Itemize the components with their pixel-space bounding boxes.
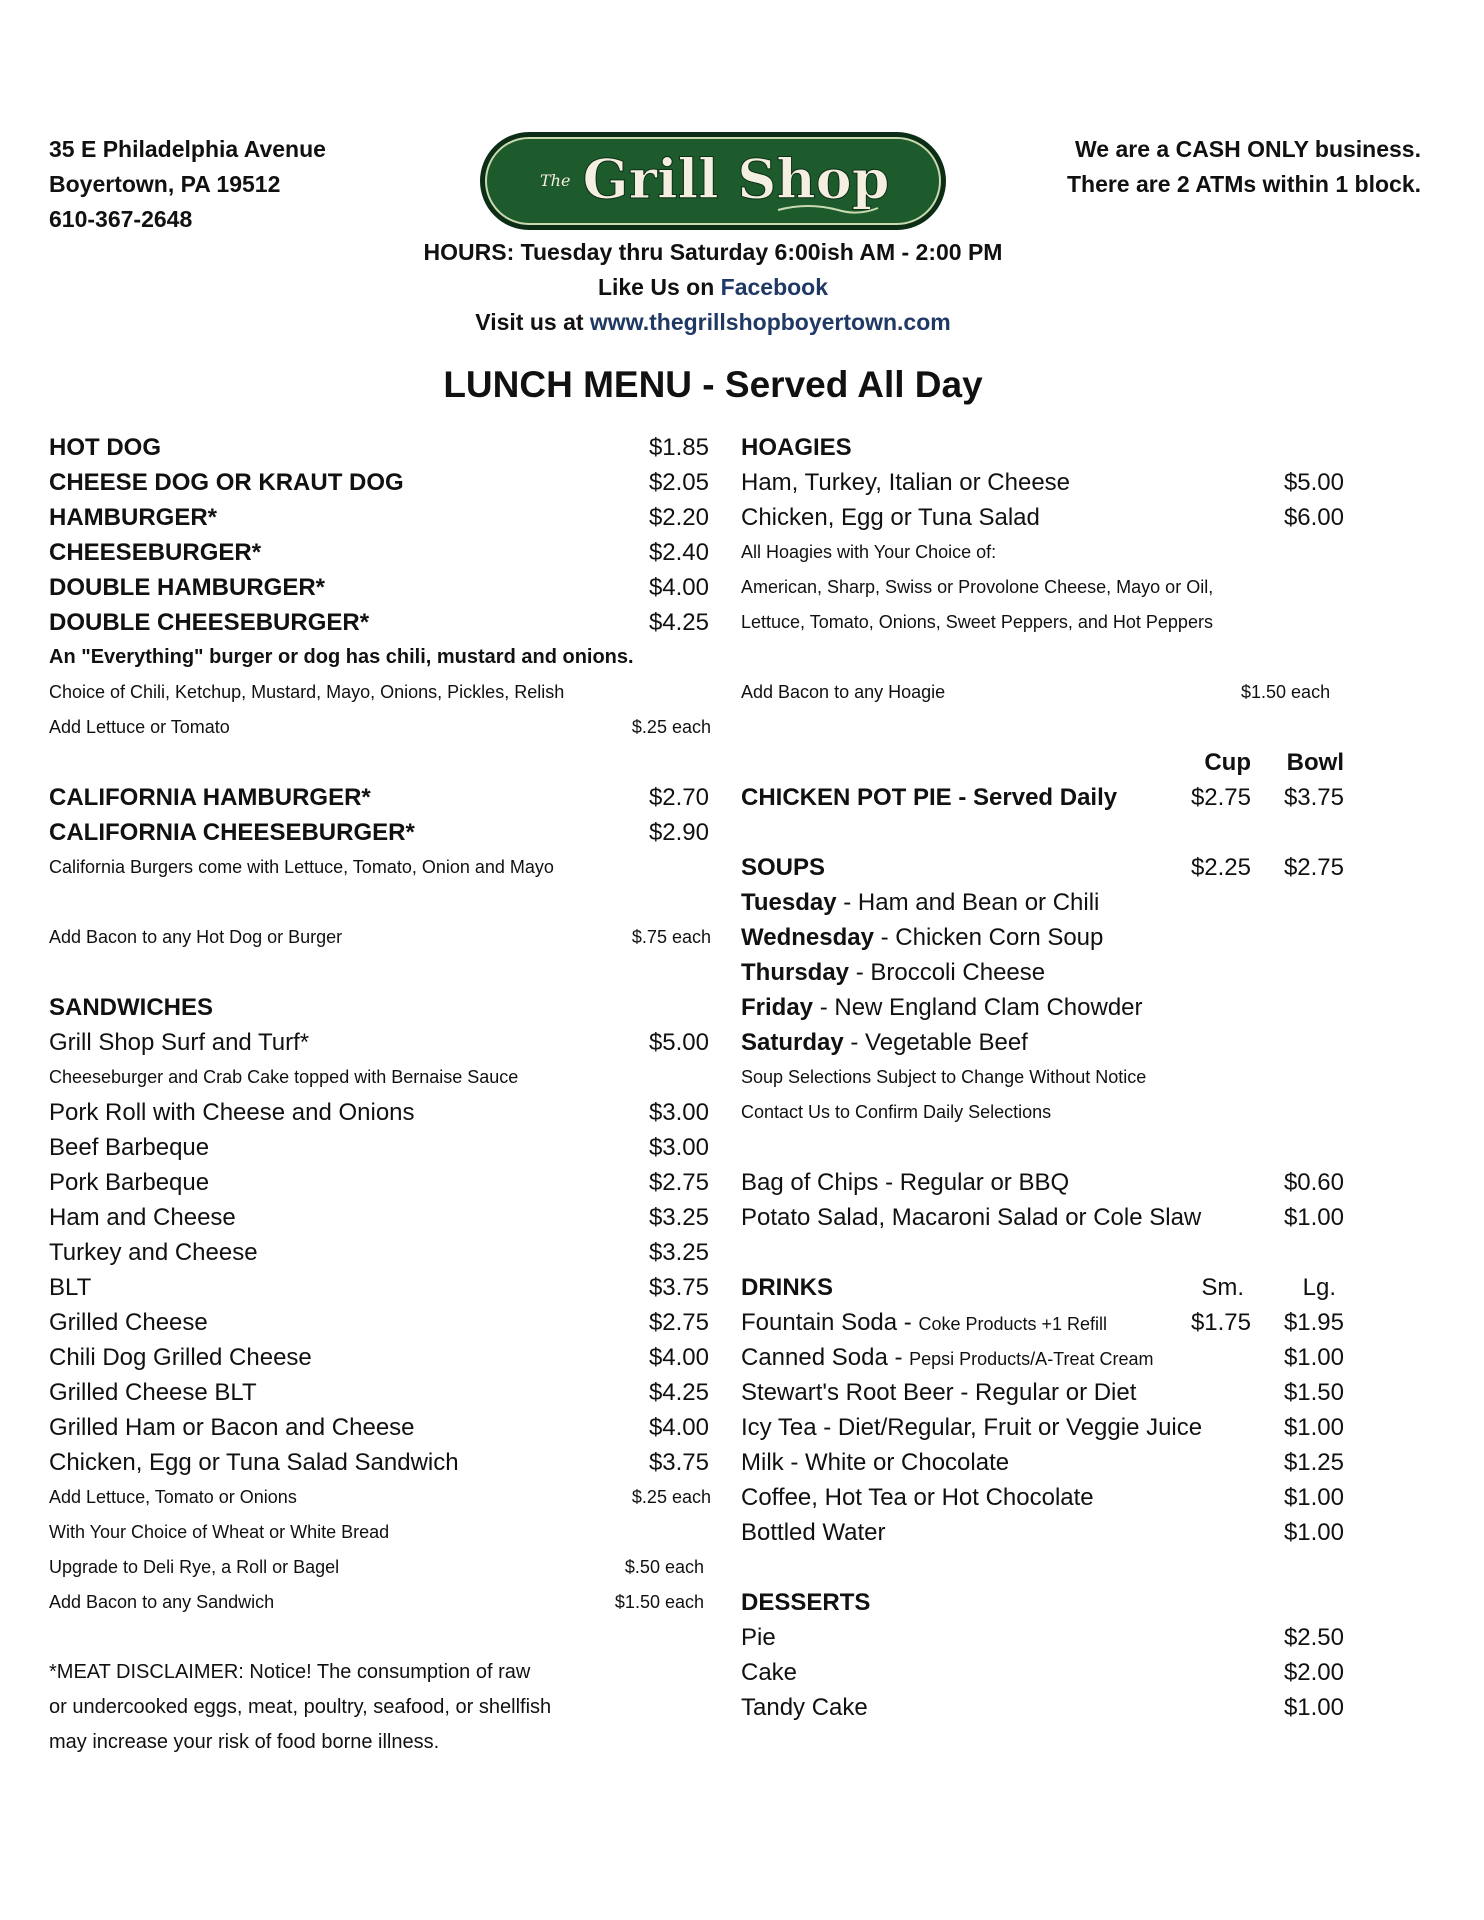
logo-small-text: The <box>540 171 571 190</box>
menu-item: Grilled Cheese BLT <box>49 1379 257 1406</box>
addon-item: With Your Choice of Wheat or White Bread <box>49 1522 390 1542</box>
cup-price: $2.25 <box>1190 854 1251 881</box>
menu-price: $3.75 <box>648 1274 709 1301</box>
menu-price: $3.25 <box>648 1239 709 1266</box>
menu-price: $1.00 <box>1283 1694 1344 1721</box>
menu-item: Grilled Ham or Bacon and Cheese <box>49 1414 415 1441</box>
addon-price: $1.50 each <box>1241 682 1331 702</box>
website-link[interactable]: www.thegrillshopboyertown.com <box>589 309 951 335</box>
menu-price: $2.90 <box>648 819 709 846</box>
menu-item: DOUBLE HAMBURGER* <box>49 574 325 601</box>
dessert-item: Tandy Cake <box>741 1694 868 1721</box>
menu-item: Chili Dog Grilled Cheese <box>49 1344 312 1371</box>
soup-day: Wednesday - Chicken Corn Soup <box>741 924 1104 951</box>
bowl-label: Bowl <box>1286 749 1344 776</box>
menu-price: $2.20 <box>648 504 709 531</box>
menu-price: $6.00 <box>1283 504 1344 531</box>
facebook-line <box>0 270 1426 305</box>
large-label: Lg. <box>1302 1274 1336 1301</box>
soup-day: Tuesday - Ham and Bean or Chili <box>741 889 1100 916</box>
menu-item: CALIFORNIA CHEESEBURGER* <box>49 819 415 846</box>
california-note: California Burgers come with Lettuce, Tomato, Onion and Mayo <box>49 857 554 877</box>
menu-price: $1.00 <box>1283 1204 1344 1231</box>
disclaimer-line: may increase your risk of food borne illness. <box>49 1731 440 1753</box>
menu-price: $2.50 <box>1283 1624 1344 1651</box>
menu-item: Chicken, Egg or Tuna Salad Sandwich <box>49 1449 459 1476</box>
addon-item: Add Bacon to any Hot Dog or Burger <box>49 927 343 947</box>
menu-price: $2.70 <box>648 784 709 811</box>
menu-item: Turkey and Cheese <box>49 1239 258 1266</box>
bowl-price: $2.75 <box>1283 854 1344 881</box>
disclaimer-line: *MEAT DISCLAIMER: Notice! The consumption of raw <box>49 1661 531 1683</box>
soup-day: Saturday - Vegetable Beef <box>741 1029 1028 1056</box>
dessert-item: Pie <box>741 1624 776 1651</box>
menu-price: $4.25 <box>648 1379 709 1406</box>
addon-price: $.25 each <box>631 1487 711 1507</box>
large-price: $1.25 <box>1283 1449 1344 1476</box>
drink-item: Fountain Soda - Coke Products +1 Refill <box>741 1309 1108 1336</box>
menu-price: $4.00 <box>648 1344 709 1371</box>
section-title-hoagies: HOAGIES <box>741 434 852 461</box>
drink-item: Stewart's Root Beer - Regular or Diet <box>741 1379 1137 1406</box>
menu-item: Potato Salad, Macaroni Salad or Cole Slaw <box>741 1204 1202 1231</box>
visit-prefix: Visit us at <box>475 309 590 335</box>
drink-item: Milk - White or Chocolate <box>741 1449 1010 1476</box>
cash-only-text: We are a CASH ONLY business. <box>1075 136 1421 162</box>
soup-note: Soup Selections Subject to Change Without Notice <box>741 1067 1147 1087</box>
menu-price: $3.25 <box>648 1204 709 1231</box>
small-price: $1.75 <box>1190 1309 1251 1336</box>
menu-item: Grilled Cheese <box>49 1309 208 1336</box>
menu-price: $2.75 <box>648 1309 709 1336</box>
bowl-price: $3.75 <box>1283 784 1344 811</box>
large-price: $1.00 <box>1283 1484 1344 1511</box>
menu-price: $1.85 <box>648 434 709 461</box>
disclaimer-line: or undercooked eggs, meat, poultry, seafood, or shellfish <box>49 1696 552 1718</box>
menu-item: Bag of Chips - Regular or BBQ <box>741 1169 1070 1196</box>
soup-day: Friday - New England Clam Chowder <box>741 994 1143 1021</box>
large-price: $1.50 <box>1283 1379 1344 1406</box>
dessert-item: Cake <box>741 1659 798 1686</box>
menu-item: DOUBLE CHEESEBURGER* <box>49 609 370 636</box>
cup-price: $2.75 <box>1190 784 1251 811</box>
soup-note: Contact Us to Confirm Daily Selections <box>741 1102 1052 1122</box>
menu-price: $4.00 <box>648 1414 709 1441</box>
menu-item: Chicken, Egg or Tuna Salad <box>741 504 1040 531</box>
menu-price: $2.00 <box>1283 1659 1344 1686</box>
menu-price: $4.25 <box>648 609 709 636</box>
menu-item: CALIFORNIA HAMBURGER* <box>49 784 371 811</box>
menu-item: CHICKEN POT PIE - Served Daily <box>741 784 1118 811</box>
small-label: Sm. <box>1201 1274 1244 1301</box>
menu-item: Beef Barbeque <box>49 1134 210 1161</box>
menu-title: LUNCH MENU - Served All Day <box>443 364 983 405</box>
menu-item: CHEESEBURGER* <box>49 539 262 566</box>
hoagie-note: All Hoagies with Your Choice of: <box>741 542 997 562</box>
drink-item: Icy Tea - Diet/Regular, Fruit or Veggie Juice <box>741 1414 1203 1441</box>
like-prefix: Like Us on <box>597 274 721 300</box>
menu-item: BLT <box>49 1274 92 1301</box>
cup-label: Cup <box>1204 749 1251 776</box>
drink-item: Bottled Water <box>741 1519 886 1546</box>
section-title-drinks: DRINKS <box>741 1274 834 1301</box>
drink-item: Coffee, Hot Tea or Hot Chocolate <box>741 1484 1094 1511</box>
section-title-desserts: DESSERTS <box>741 1589 871 1616</box>
addon-price: $1.50 each <box>614 1592 704 1612</box>
addon-item: Add Lettuce or Tomato <box>49 717 230 737</box>
hours-text: HOURS: Tuesday thru Saturday 6:00ish AM - 2:00 PM <box>423 239 1003 265</box>
address-block <box>49 132 326 237</box>
address-street: 35 E Philadelphia Avenue <box>49 136 326 162</box>
large-price: $1.00 <box>1283 1519 1344 1546</box>
menu-price: $3.00 <box>648 1099 709 1126</box>
choice-note: Choice of Chili, Ketchup, Mustard, Mayo, Onions, Pickles, Relish <box>49 682 565 702</box>
large-price: $1.00 <box>1283 1414 1344 1441</box>
menu-price: $2.75 <box>648 1169 709 1196</box>
soup-day: Thursday - Broccoli Cheese <box>741 959 1046 986</box>
addon-item: Add Bacon to any Hoagie <box>741 682 946 702</box>
phone-number: 610-367-2648 <box>49 206 193 232</box>
menu-item: Ham and Cheese <box>49 1204 236 1231</box>
menu-price: $2.05 <box>648 469 709 496</box>
menu-item: Pork Barbeque <box>49 1169 210 1196</box>
large-price: $1.00 <box>1283 1344 1344 1371</box>
menu-item: HOT DOG <box>49 434 161 461</box>
surf-turf-note: Cheeseburger and Crab Cake topped with Bernaise Sauce <box>49 1067 519 1087</box>
drink-item: Canned Soda - Pepsi Products/A-Treat Cream <box>741 1344 1154 1371</box>
menu-item: HAMBURGER* <box>49 504 217 531</box>
cash-notice <box>1001 132 1421 202</box>
large-price: $1.95 <box>1283 1309 1344 1336</box>
hoagie-note: Lettuce, Tomato, Onions, Sweet Peppers, and Hot Peppers <box>741 612 1213 632</box>
menu-item: CHEESE DOG OR KRAUT DOG <box>49 469 404 496</box>
atm-text: There are 2 ATMs within 1 block. <box>1066 171 1421 197</box>
addon-item: Upgrade to Deli Rye, a Roll or Bagel <box>49 1557 340 1577</box>
hoagie-note: American, Sharp, Swiss or Provolone Cheese, Mayo or Oil, <box>741 577 1214 597</box>
logo-main-text: Grill Shop <box>582 147 890 211</box>
facebook-link[interactable]: Facebook <box>720 274 829 300</box>
addon-price: $.50 each <box>624 1557 704 1577</box>
everything-note: An "Everything" burger or dog has chili, mustard and onions. <box>49 646 634 668</box>
addon-item: Add Bacon to any Sandwich <box>49 1592 275 1612</box>
menu-item: Grill Shop Surf and Turf* <box>49 1029 310 1056</box>
menu-price: $4.00 <box>648 574 709 601</box>
section-title-soups: SOUPS <box>741 854 826 881</box>
menu-price: $5.00 <box>1283 469 1344 496</box>
menu-price: $3.75 <box>648 1449 709 1476</box>
website-line <box>0 305 1426 340</box>
grill-shop-logo <box>478 130 948 232</box>
addon-item: Add Lettuce, Tomato or Onions <box>49 1487 297 1507</box>
menu-price: $0.60 <box>1283 1169 1344 1196</box>
menu-price: $3.00 <box>648 1134 709 1161</box>
address-city: Boyertown, PA 19512 <box>49 171 281 197</box>
menu-item: Pork Roll with Cheese and Onions <box>49 1099 415 1126</box>
menu-price: $5.00 <box>648 1029 709 1056</box>
menu-price: $2.40 <box>648 539 709 566</box>
addon-price: $.75 each <box>631 927 711 947</box>
menu-item: Ham, Turkey, Italian or Cheese <box>741 469 1071 496</box>
section-title-sandwiches: SANDWICHES <box>49 994 214 1021</box>
addon-price: $.25 each <box>631 717 711 737</box>
